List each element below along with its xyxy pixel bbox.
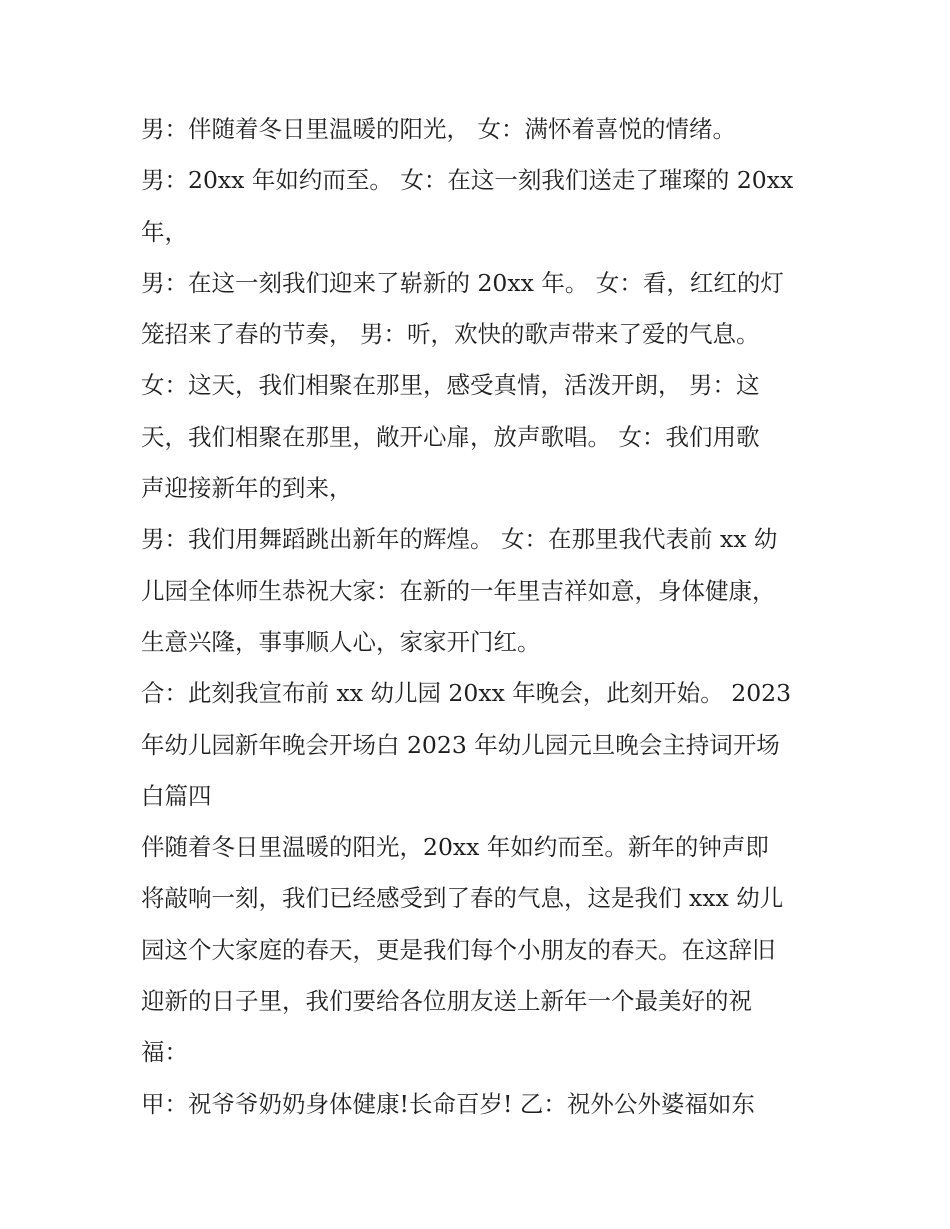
text-line: 笼招来了春的节奏， 男：听，欢快的歌声带来了爱的气息。 — [141, 320, 760, 349]
text-line: 白篇四 — [141, 781, 212, 810]
text-line: 男：伴随着冬日里温暖的阳光， 女：满怀着喜悦的情绪。 — [141, 115, 736, 143]
text-line: 年幼儿园新年晚会开场白 2023 年幼儿园元旦晚会主持词开场 — [141, 730, 780, 759]
text-line: 男：20xx 年如约而至。 女：在这一刻我们送走了璀璨的 20xx — [141, 166, 794, 195]
text-line: 合：此刻我宣布前 xx 幼儿园 20xx 年晚会，此刻开始。 2023 — [141, 679, 792, 708]
text-line: 伴随着冬日里温暖的阳光，20xx 年如约而至。新年的钟声即 — [141, 833, 769, 862]
text-line: 将敲响一刻，我们已经感受到了春的气息，这是我们 xxx 幼儿 — [141, 884, 784, 913]
text-line: 福： — [141, 1038, 188, 1067]
text-line: 园这个大家庭的春天，更是我们每个小朋友的春天。在这辞旧 — [141, 935, 776, 964]
text-line: 声迎接新年的到来， — [141, 474, 353, 503]
text-line: 儿园全体师生恭祝大家：在新的一年里吉祥如意，身体健康， — [141, 576, 776, 605]
text-line: 生意兴隆，事事顺人心，家家开门红。 — [141, 627, 541, 656]
text-line: 年， — [141, 217, 188, 246]
text-line: 甲：祝爷爷奶奶身体健康!长命百岁! 乙：祝外公外婆福如东 — [141, 1089, 755, 1118]
document-body — [141, 104, 821, 1130]
text-line: 男：我们用舞蹈跳出新年的辉煌。 女：在那里我代表前 xx 幼 — [141, 525, 778, 554]
text-line: 天，我们相聚在那里，敞开心扉，放声歌唱。 女：我们用歌 — [141, 422, 760, 451]
text-line: 男：在这一刻我们迎来了崭新的 20xx 年。 女：看，红红的灯 — [141, 268, 784, 297]
text-line: 女：这天，我们相聚在那里，感受真情，活泼开朗， 男：这 — [141, 371, 760, 400]
text-line: 迎新的日子里，我们要给各位朋友送上新年一个最美好的祝 — [141, 987, 752, 1016]
